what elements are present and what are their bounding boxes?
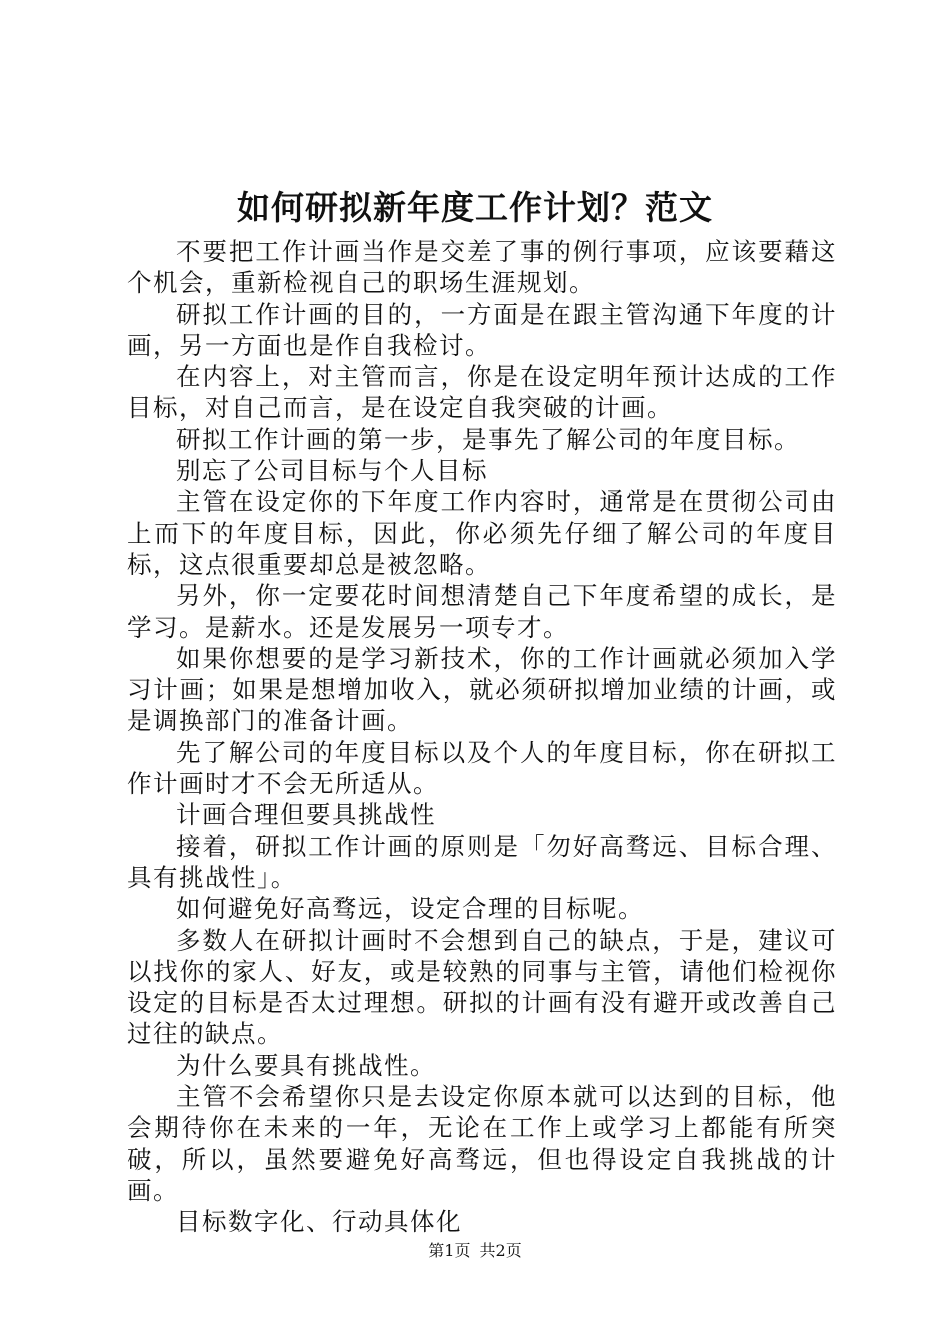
paragraph: 接着，研拟工作计画的原则是「勿好高骛远、目标合理、具有挑战性」。 xyxy=(127,831,837,892)
paragraph: 为什么要具有挑战性。 xyxy=(176,1050,436,1080)
section-heading: 目标数字化、行动具体化 xyxy=(176,1207,462,1237)
page-title: 如何研拟新年度工作计划？范文 xyxy=(237,188,713,227)
paragraph: 主管不会希望你只是去设定你原本就可以达到的目标，他会期待你在未来的一年，无论在工作上或学习上都能有所突破，所以，虽然要避免好高骛远，但也得设定自我挑战的计画。 xyxy=(127,1082,837,1205)
paragraph: 研拟工作计画的第一步，是事先了解公司的年度目标。 xyxy=(176,424,800,454)
section-heading: 别忘了公司目标与个人目标 xyxy=(176,456,488,486)
paragraph: 如果你想要的是学习新技术，你的工作计画就必须加入学习计画；如果是想增加收入，就必须研拟增加业绩的计画，或是调换部门的准备计画。 xyxy=(127,643,837,736)
paragraph: 先了解公司的年度目标以及个人的年度目标，你在研拟工作计画时才不会无所适从。 xyxy=(127,737,837,799)
paragraph: 另外，你一定要花时间想清楚自己下年度希望的成长，是学习。是薪水。还是发展另一项专才。 xyxy=(127,581,837,642)
page-total: 共2页 xyxy=(479,1241,522,1260)
paragraph: 不要把工作计画当作是交差了事的例行事项，应该要藉这个机会，重新检视自己的职场生涯规划。 xyxy=(127,237,837,298)
paragraph: 多数人在研拟计画时不会想到自己的缺点，于是，建议可以找你的家人、好友，或是较熟的同事与主管，请他们检视你设定的目标是否太过理想。研拟的计画有没有避开或改善自己过往的缺点。 xyxy=(127,925,837,1049)
paragraph: 研拟工作计画的目的，一方面是在跟主管沟通下年度的计画，另一方面也是作自我检讨。 xyxy=(127,299,837,360)
section-heading: 计画合理但要具挑战性 xyxy=(176,800,436,830)
document-body xyxy=(127,236,837,1238)
paragraph: 主管在设定你的下年度工作内容时，通常是在贯彻公司由上而下的年度目标，因此，你必须先仔细了解公司的年度目标，这点很重要却总是被忽略。 xyxy=(127,487,837,579)
page-footer xyxy=(0,1240,950,1262)
paragraph: 在内容上，对主管而言，你是在设定明年预计达成的工作目标，对自己而言，是在设定自我突破的计画。 xyxy=(127,362,837,423)
page-number: 第1页 xyxy=(428,1241,471,1260)
paragraph: 如何避免好高骛远，设定合理的目标呢。 xyxy=(176,894,644,924)
